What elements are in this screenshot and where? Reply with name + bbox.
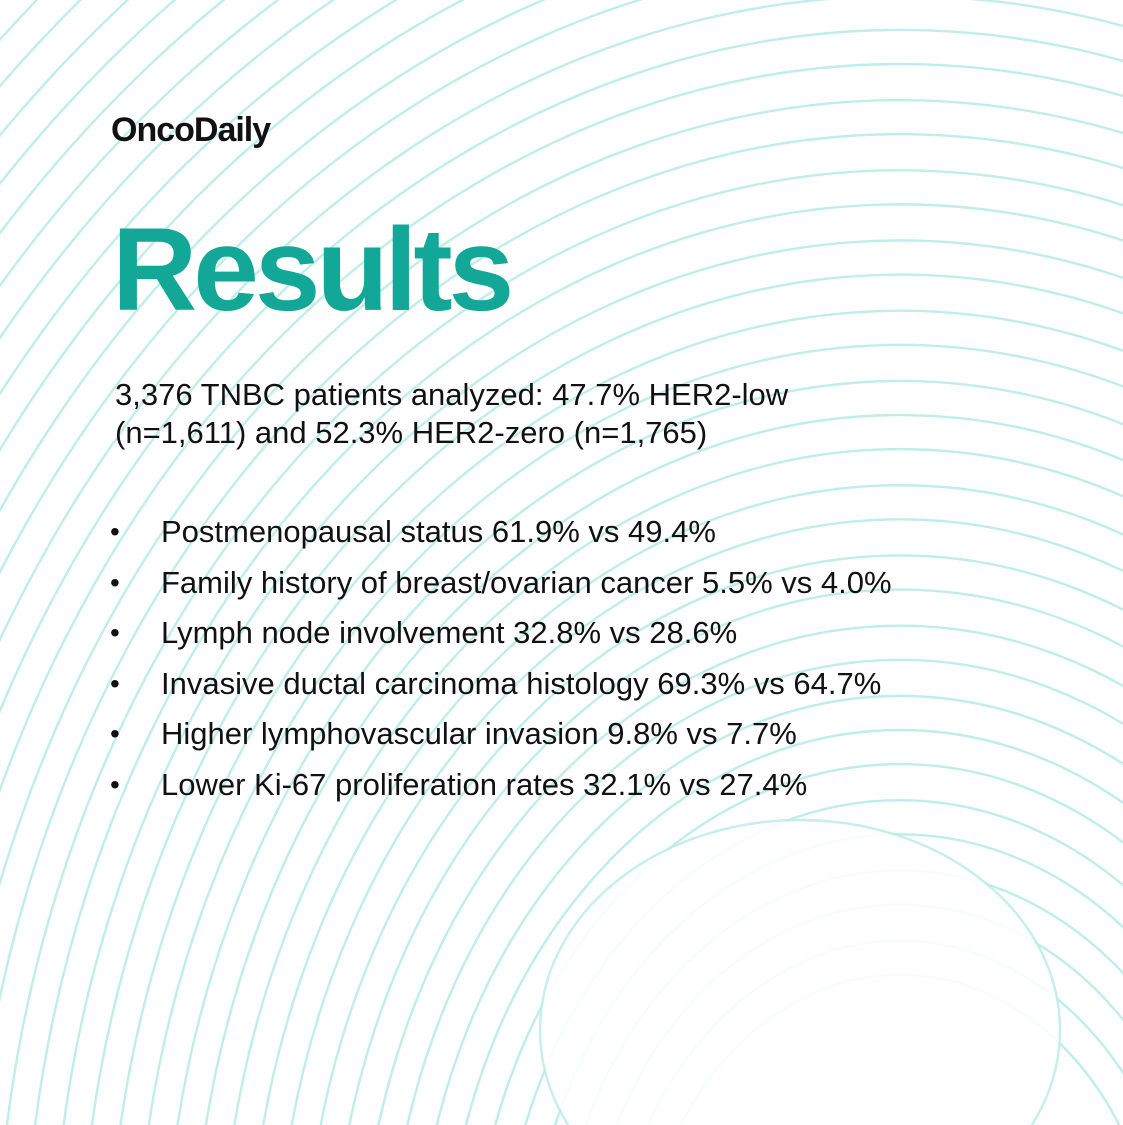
finding-item (110, 761, 1010, 812)
brand-logo: OncoDaily (111, 111, 271, 149)
finding-item (110, 609, 1010, 660)
findings-list (110, 508, 1010, 812)
summary-line-2: (n=1,611) and 52.3% HER2-zero (n=1,765) (115, 415, 708, 450)
bullet-icon: • (110, 768, 120, 800)
finding-item (110, 508, 1010, 559)
finding-text: Lymph node involvement 32.8% vs 28.6% (161, 615, 738, 651)
finding-text: Invasive ductal carcinoma histology 69.3% vs 64.7% (161, 665, 882, 701)
finding-item (110, 710, 1010, 761)
finding-text: Lower Ki-67 proliferation rates 32.1% vs 27.4% (161, 766, 808, 802)
page-title: Results (112, 204, 511, 336)
bullet-icon: • (110, 617, 120, 649)
bullet-icon: • (110, 667, 120, 699)
summary-line-1: 3,376 TNBC patients analyzed: 47.7% HER2-low (115, 377, 789, 412)
finding-item (110, 559, 1010, 610)
bullet-icon: • (110, 516, 120, 547)
bullet-icon: • (110, 718, 120, 750)
finding-text: Higher lymphovascular invasion 9.8% vs 7.7% (161, 716, 797, 752)
finding-text: Family history of breast/ovarian cancer 5.5% vs 4.0% (161, 564, 892, 600)
finding-item (110, 660, 1010, 711)
bullet-icon: • (110, 566, 120, 598)
background-fade (540, 820, 1060, 1125)
finding-text: Postmenopausal status 61.9% vs 49.4% (161, 514, 716, 549)
summary-text (115, 376, 975, 452)
